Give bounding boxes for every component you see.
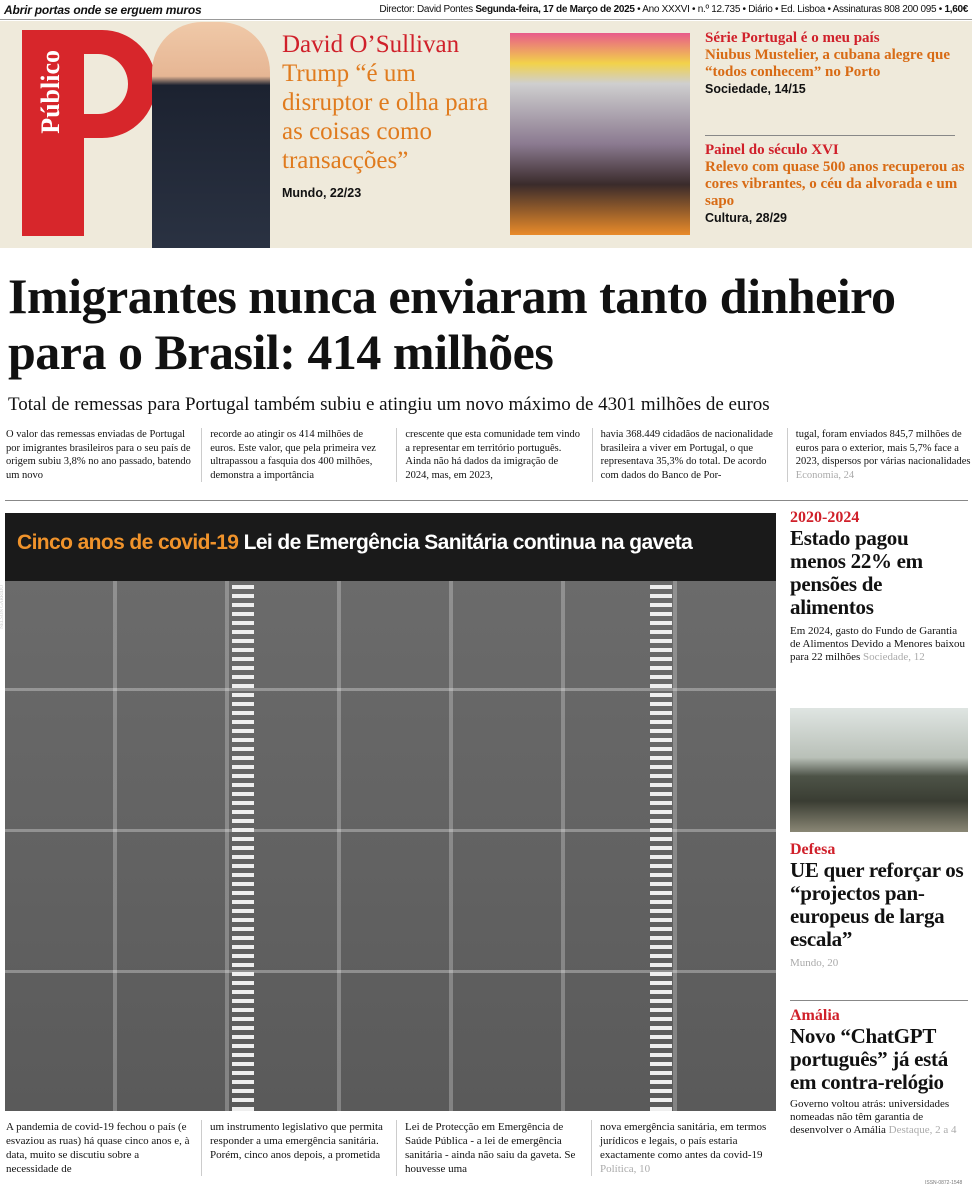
side-kicker: 2020-2024 (790, 509, 860, 526)
crosswalk (232, 581, 254, 1111)
teaser-name: David O’Sullivan (282, 31, 460, 58)
teaser-ref: Cultura, 28/29 (705, 211, 787, 225)
teaser-title: Relevo com quase 500 anos recuperou as cores vibrantes, o céu da alvorada e um sapo (705, 159, 965, 209)
side-story-amalia[interactable] (790, 1006, 968, 1137)
covid-col: Lei de Protecção em Emergência de Saúde Pública - a lei de emergência sanitária - ainda não saiu da gaveta. Se houvesse uma (396, 1120, 581, 1176)
edition-info: Director: David Pontes Segunda-feira, 17 de Março de 2025 • Ano XXXVI • n.º 12.735 • Diário • Ed. Lisboa • Assinaturas 808 200 095 • 1,60€ (379, 4, 968, 15)
teaser-title: Niubus Mustelier, a cubana alegre que “todos conhecem” no Porto (705, 47, 951, 80)
covid-ref[interactable]: Política, 10 (600, 1163, 651, 1175)
teaser-ref: Sociedade, 14/15 (705, 82, 806, 96)
side-title: UE quer reforçar os “projectos pan-europeus de larga escala” (790, 858, 964, 951)
teaser-serie[interactable] (705, 30, 967, 98)
lead-col: tugal, foram enviados 845,7 milhões de euros para o exterior, mais 5,7% face a 2023, dispersos por várias nacionalidades Economia, 24 (787, 428, 972, 482)
side-kicker: Amália (790, 1007, 840, 1024)
covid-title-bar[interactable] (5, 513, 776, 581)
tank-photo (790, 708, 968, 832)
teaser-kicker: Série Portugal é o meu país (705, 30, 880, 46)
teaser-painel[interactable] (705, 142, 967, 227)
side-story-pensoes[interactable] (790, 508, 968, 664)
divider (705, 135, 955, 136)
divider (5, 500, 968, 501)
divider (790, 1000, 968, 1001)
lead-subhead: Total de remessas para Portugal também subiu e atingiu um novo máximo de 4301 milhões de euros (8, 394, 770, 415)
covid-col: um instrumento legislativo que permita responder a uma emergência sanitária. Porém, cinco anos depois, a prometida (201, 1120, 386, 1176)
lead-col: recorde ao atingir os 414 milhões de euros. Este valor, que pela primeira vez ultrapassou a fasquia dos 400 milhões, demonstra a importância (201, 428, 386, 482)
lead-col: O valor das remessas enviadas de Portugal por imigrantes brasileiros para o seu país de origem subiu 3,8% no ano passado, batendo um novo (6, 429, 191, 481)
teaser-ref: Mundo, 22/23 (282, 186, 362, 200)
masthead-bar (0, 0, 972, 20)
issn: ISSN-0872-1548 (925, 1180, 963, 1186)
covid-kicker: Cinco anos de covid-19 (17, 531, 239, 554)
lead-col: havia 368.449 cidadãos de nacionalidade brasileira a viver em Portugal, o que representava 35,3% do total. De acordo com dados do Banco de Por- (592, 428, 777, 482)
side-title: Estado pagou menos 22% em pensões de alimentos (790, 526, 923, 619)
shop-photo (510, 33, 690, 235)
crosswalk (650, 581, 672, 1111)
lead-body (6, 428, 972, 482)
photo-credit: NELSON GARRIDO (0, 585, 5, 629)
side-body: Governo voltou atrás: universidades nomeadas não têm garantia de desenvolver o Amália Destaque, 2 a 4 (790, 1098, 957, 1136)
covid-title: Lei de Emergência Sanitária continua na gaveta (243, 531, 693, 554)
side-kicker: Defesa (790, 841, 836, 858)
portrait-photo (152, 22, 270, 248)
lead-col: crescente que esta comunidade tem vindo a representar em território português. Ainda não há dados da imigração de 2024, mas, em 2023, (396, 428, 581, 482)
side-title: Novo “ChatGPT português” já está em contra-relógio (790, 1024, 948, 1094)
logo-wordmark: Público (36, 50, 65, 134)
side-body: Em 2024, gasto do Fundo de Garantia de Alimentos Devido a Menores baixou para 22 milhões Sociedade, 12 (790, 625, 966, 663)
teaser-quote: Trump “é um disruptor e olha para as coisas como transacções” (282, 60, 489, 174)
covid-col: nova emergência sanitária, em termos jurídicos e legais, o país estaria exactamente como antes da covid-19 Política, 10 (591, 1120, 776, 1176)
lead-headline[interactable]: Imigrantes nunca enviaram tanto dinheiro para o Brasil: 414 milhões (8, 268, 896, 380)
teaser-interview[interactable] (282, 30, 507, 208)
teaser-kicker: Painel do século XVI (705, 142, 839, 158)
covid-col: A pandemia de covid-19 fechou o país (e esvaziou as ruas) há quase cinco anos e, à data, muito se discutiu sobre a necessidade de (6, 1121, 190, 1175)
lead-ref[interactable]: Economia, 24 (795, 469, 855, 481)
side-story-defesa[interactable] (790, 840, 968, 970)
covid-body (6, 1120, 776, 1176)
side-ref: Mundo, 20 (790, 957, 839, 969)
tagline: Abrir portas onde se erguem muros (4, 2, 202, 17)
